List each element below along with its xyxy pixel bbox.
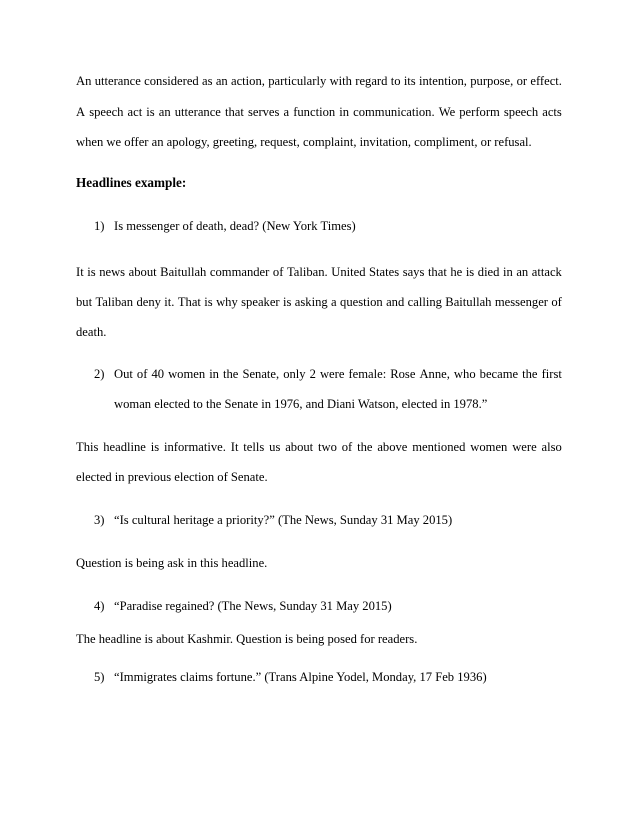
word: women bbox=[470, 440, 508, 454]
word: with bbox=[329, 74, 352, 88]
intro-line-1 bbox=[76, 75, 562, 88]
list-item bbox=[94, 514, 452, 527]
word: also bbox=[541, 440, 562, 454]
word: above bbox=[377, 440, 408, 454]
word: Taliban bbox=[95, 295, 134, 309]
word: utterance bbox=[174, 105, 221, 119]
word: Out bbox=[114, 367, 133, 381]
word: it. bbox=[164, 295, 175, 309]
list-item-number: 2) bbox=[94, 367, 105, 381]
word: news bbox=[99, 265, 126, 279]
word: That bbox=[177, 295, 201, 309]
word: the bbox=[223, 367, 239, 381]
word: Baitullah bbox=[445, 295, 492, 309]
word: two bbox=[318, 440, 337, 454]
word: States bbox=[369, 265, 400, 279]
word: an bbox=[215, 74, 228, 88]
word: only bbox=[283, 367, 306, 381]
list-item bbox=[94, 671, 487, 684]
word: about bbox=[285, 440, 314, 454]
word: communication. bbox=[353, 105, 435, 119]
list-item-text-line-1 bbox=[114, 368, 562, 381]
word: regard bbox=[355, 74, 388, 88]
word: acts bbox=[542, 105, 562, 119]
word: is bbox=[283, 295, 292, 309]
word: as bbox=[202, 74, 213, 88]
word: 2 bbox=[309, 367, 316, 381]
list-item-text: “Is cultural heritage a priority?” (The News, Sunday 31 May 2015) bbox=[114, 513, 453, 527]
word: became bbox=[479, 367, 519, 381]
word: speaker bbox=[241, 295, 280, 309]
word: is bbox=[87, 265, 96, 279]
word: in bbox=[209, 367, 219, 381]
section-heading: Headlines example: bbox=[76, 175, 187, 190]
list-item-number: 4) bbox=[94, 599, 105, 613]
word: action, bbox=[231, 74, 265, 88]
word: were bbox=[319, 367, 345, 381]
word: We bbox=[438, 105, 456, 119]
list-item bbox=[94, 600, 392, 613]
list-item-number: 3) bbox=[94, 513, 105, 527]
para2-line-2: elected in previous election of Senate. bbox=[76, 470, 268, 484]
word: is bbox=[146, 105, 155, 119]
word: the bbox=[357, 440, 373, 454]
word: that bbox=[427, 265, 447, 279]
word: It bbox=[76, 265, 84, 279]
word: or bbox=[516, 74, 528, 88]
word: tells bbox=[243, 440, 265, 454]
word: serves bbox=[247, 105, 280, 119]
word: speech bbox=[503, 105, 539, 119]
para4: The headline is about Kashmir. Question is being posed for readers. bbox=[76, 632, 418, 646]
word: us bbox=[269, 440, 281, 454]
word: act bbox=[127, 105, 143, 119]
list-item-text-line-2: woman elected to the Senate in 1976, and Diani Watson, elected in 1978.” bbox=[114, 397, 488, 411]
word: says bbox=[402, 265, 425, 279]
word: It bbox=[230, 440, 239, 454]
word: particularly bbox=[268, 74, 327, 88]
para3: Question is being ask in this headline. bbox=[76, 556, 268, 570]
word: a bbox=[283, 105, 290, 119]
word: utterance bbox=[94, 74, 141, 88]
word: intention, bbox=[419, 74, 467, 88]
word: is bbox=[150, 440, 160, 454]
word: why bbox=[216, 295, 238, 309]
word: United bbox=[331, 265, 366, 279]
word: female: bbox=[348, 367, 387, 381]
word: an bbox=[158, 105, 171, 119]
word: messenger bbox=[494, 295, 548, 309]
word: to bbox=[390, 74, 401, 88]
word: of bbox=[136, 367, 148, 381]
word: An bbox=[76, 74, 92, 88]
word: he bbox=[450, 265, 463, 279]
list-item-number: 5) bbox=[94, 670, 105, 684]
intro-line-3: when we offer an apology, greeting, request, complaint, invitation, compliment, or refusal. bbox=[76, 135, 532, 149]
word: perform bbox=[459, 105, 500, 119]
word: speech bbox=[89, 105, 124, 119]
word: headline bbox=[103, 440, 146, 454]
word: This bbox=[76, 440, 99, 454]
word: and bbox=[386, 295, 405, 309]
word: asking bbox=[294, 295, 328, 309]
word: effect. bbox=[530, 74, 562, 88]
word: Rose bbox=[390, 367, 416, 381]
word: the bbox=[522, 367, 538, 381]
word: is bbox=[204, 295, 213, 309]
word: in bbox=[503, 265, 513, 279]
word: commander bbox=[209, 265, 270, 279]
word: about bbox=[128, 265, 157, 279]
word: informative. bbox=[164, 440, 226, 454]
intro-line-2 bbox=[76, 106, 562, 119]
list-item-text: “Paradise regained? (The News, Sunday 31 May 2015) bbox=[114, 599, 392, 613]
word: considered bbox=[144, 74, 199, 88]
word: were bbox=[512, 440, 537, 454]
word: Senate, bbox=[242, 367, 280, 381]
word: an bbox=[516, 265, 529, 279]
word: attack bbox=[531, 265, 562, 279]
word: in bbox=[339, 105, 350, 119]
list-item-text: “Immigrates claims fortune.” (Trans Alpine Yodel, Monday, 17 Feb 1936) bbox=[114, 670, 487, 684]
word: of bbox=[272, 265, 284, 279]
word: mentioned bbox=[412, 440, 466, 454]
word: A bbox=[76, 105, 86, 119]
word: that bbox=[224, 105, 244, 119]
word: but bbox=[76, 295, 93, 309]
word: purpose, bbox=[470, 74, 514, 88]
para1-line-1 bbox=[76, 266, 562, 279]
word: Taliban. bbox=[286, 265, 328, 279]
word: deny bbox=[136, 295, 161, 309]
word: is bbox=[465, 265, 475, 279]
para1-line-2 bbox=[76, 296, 562, 309]
word: of bbox=[551, 295, 562, 309]
word: Baitullah bbox=[160, 265, 207, 279]
para1-line-3: death. bbox=[76, 325, 107, 339]
word: Anne, bbox=[419, 367, 450, 381]
word: a bbox=[331, 295, 337, 309]
word: first bbox=[541, 367, 562, 381]
word: who bbox=[453, 367, 476, 381]
list-item-text: Is messenger of death, dead? (New York Times) bbox=[114, 219, 356, 233]
list-item bbox=[94, 220, 356, 233]
para2-line-1 bbox=[76, 441, 562, 454]
word: women bbox=[168, 367, 206, 381]
word: function bbox=[293, 105, 336, 119]
word: died bbox=[477, 265, 500, 279]
word: of bbox=[341, 440, 353, 454]
word: question bbox=[340, 295, 383, 309]
word: calling bbox=[407, 295, 442, 309]
list-item-number: 1) bbox=[94, 219, 105, 233]
word: 40 bbox=[151, 367, 165, 381]
word: its bbox=[403, 74, 416, 88]
